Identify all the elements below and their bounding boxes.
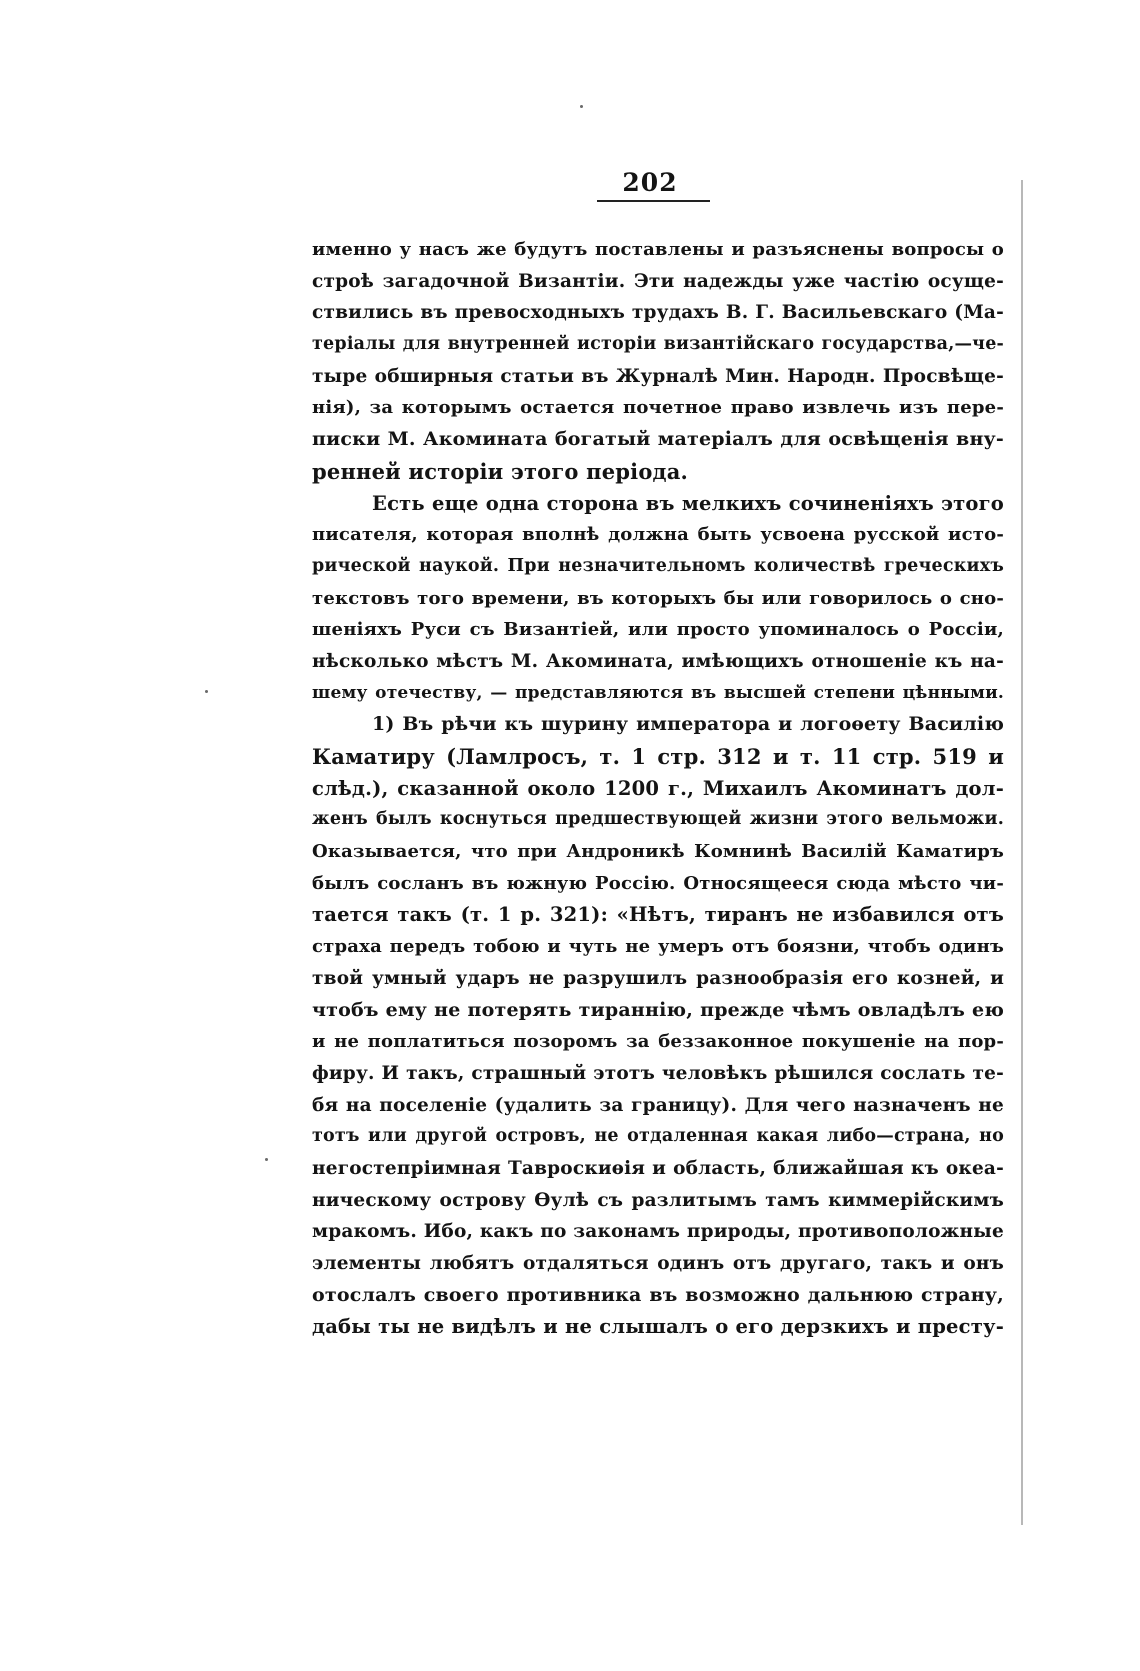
text-line: строѣ загадочной Византіи. Эти надежды уже частію осуще- <box>312 270 1004 292</box>
text-line: фиру. И такъ, страшный этотъ человѣкъ рѣшился сослать те- <box>312 1062 1004 1084</box>
text-line: ническому острову Ѳулѣ съ разлитымъ тамъ киммерійскимъ <box>312 1189 1004 1211</box>
page-number: 202 <box>622 168 678 197</box>
text-line: ствились въ превосходныхъ трудахъ В. Г. Васильевскаго (Ма- <box>312 302 1004 324</box>
text-line: шему отечеству, — представляются въ высшей степени цѣнными. <box>312 682 1004 703</box>
text-line: шеніяхъ Руси съ Византіей, или просто упоминалось о Россіи, <box>312 619 1004 641</box>
speck <box>265 1158 268 1161</box>
text-line: теріалы для внутренней исторіи византійскаго государства,—че- <box>312 334 1004 355</box>
speck <box>580 105 583 108</box>
text-line: тотъ или другой островъ, не отдаленная какая либо—страна, но <box>312 1126 1004 1147</box>
text-line: и не поплатиться позоромъ за беззаконное покушеніе на пор- <box>312 1031 1004 1053</box>
page-number-rule <box>597 200 710 202</box>
margin-rule <box>1021 180 1023 1525</box>
text-line: нія), за которымъ остается почетное право извлечь изъ пере- <box>312 397 1004 419</box>
paragraph <box>312 709 1004 1343</box>
text-line: нѣсколько мѣстъ М. Акомината, имѣющихъ отношеніе къ на- <box>312 650 1004 672</box>
text-line: рической наукой. При незначительномъ количествѣ греческихъ <box>312 555 1004 576</box>
speck <box>205 690 208 693</box>
text-line: бя на поселеніе (удалить за границу). Для чего назначенъ не <box>312 1094 1004 1116</box>
text-line: дабы ты не видѣлъ и не слышалъ о его дерзкихъ и престу- <box>312 1315 1004 1339</box>
text-line: 1) Въ рѣчи къ шурину императора и логоѳету Василію <box>372 713 1004 736</box>
text-line: писки М. Акомината богатый матеріалъ для освѣщенія вну- <box>312 428 1004 451</box>
text-line: отослалъ своего противника въ возможно дальнюю страну, <box>312 1283 1004 1306</box>
text-line: тается такъ (т. 1 р. 321): «Нѣтъ, тиранъ не избавился отъ <box>312 903 1004 927</box>
text-line: страха передъ тобою и чуть не умеръ отъ боязни, чтобъ одинъ <box>312 936 1004 958</box>
text-line: Оказывается, что при Андроникѣ Комнинѣ Василій Каматиръ <box>312 841 1004 863</box>
text-line: ренней исторіи этого періода. <box>312 458 689 484</box>
text-line: слѣд.), сказанной около 1200 г., Михаилъ Акоминатъ дол- <box>312 776 1004 800</box>
text-line: твой умный ударъ не разрушилъ разнообразія его козней, и <box>312 967 1004 989</box>
body-text <box>312 234 1004 1343</box>
text-line: былъ сосланъ въ южную Россію. Относящееся сюда мѣсто чи- <box>312 872 1004 894</box>
paragraph <box>312 488 1004 710</box>
text-line: чтобъ ему не потерять тираннію, прежде чѣмъ овладѣлъ ею <box>312 998 1004 1021</box>
text-line: женъ былъ коснуться предшествующей жизни этого вельможи. <box>312 809 1004 830</box>
text-line: тыре обширныя статьи въ Журналѣ Мин. Народн. Просвѣще- <box>312 365 1004 387</box>
text-line: мракомъ. Ибо, какъ по законамъ природы, противоположные <box>312 1221 1004 1243</box>
paragraph <box>312 234 1004 488</box>
text-line: негостепріимная Тавроскиѳія и область, ближайшая къ океа- <box>312 1157 1004 1179</box>
text-line: именно у насъ же будутъ поставлены и разъяснены вопросы о <box>312 239 1004 260</box>
text-line: Есть еще одна сторона въ мелкихъ сочиненіяхъ этого <box>372 491 1004 515</box>
text-line: Каматиру (Ламлросъ, т. 1 стр. 312 и т. 11 стр. 519 и <box>312 744 1004 769</box>
text-line: элементы любятъ отдаляться одинъ отъ другаго, такъ и онъ <box>312 1253 1004 1274</box>
text-line: писателя, которая вполнѣ должна быть усвоена русской исто- <box>312 524 1004 546</box>
text-line: текстовъ того времени, въ которыхъ бы или говорилось о сно- <box>312 587 1004 609</box>
